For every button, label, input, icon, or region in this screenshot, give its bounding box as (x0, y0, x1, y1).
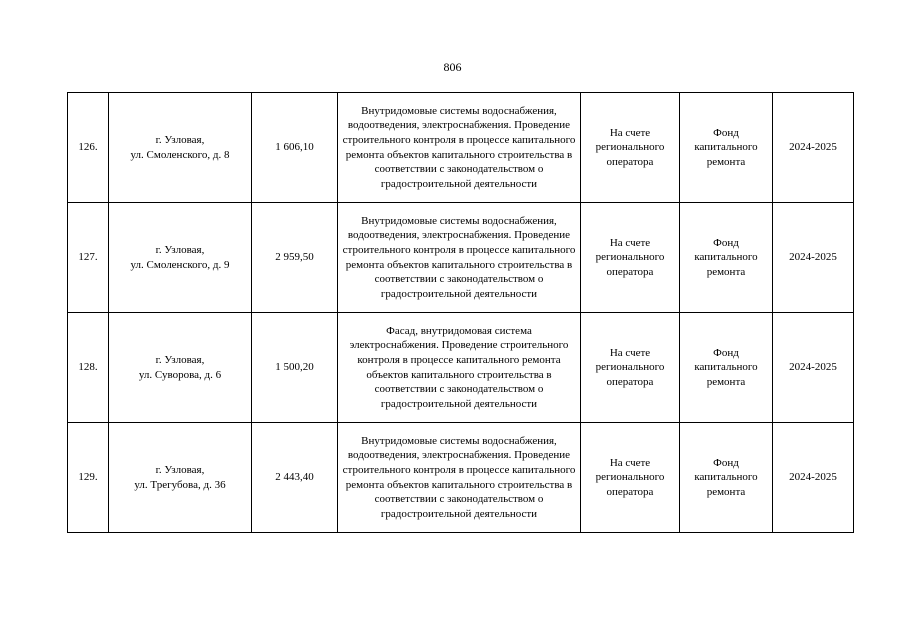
table-row (68, 203, 854, 313)
period-cell: 2024-2025 (773, 93, 854, 203)
repair-works-table (67, 92, 854, 533)
work-description-cell: Фасад, внутридомовая система электроснабжения. Проведение строительного контроля в процессе капитального ремонта объектов капитального строительства в соответствии с законодательством о градостроительной деятельности (338, 313, 581, 423)
period-cell: 2024-2025 (773, 203, 854, 313)
area-cell: 1 500,20 (252, 313, 338, 423)
account-cell: На счете регионального оператора (581, 203, 680, 313)
address-city: г. Узловая, (155, 243, 205, 256)
address-cell (109, 203, 252, 313)
account-cell: На счете регионального оператора (581, 423, 680, 533)
area-cell: 1 606,10 (252, 93, 338, 203)
funding-source-cell: Фонд капитального ремонта (680, 313, 773, 423)
address-city: г. Узловая, (155, 133, 205, 146)
page-number: 806 (443, 60, 462, 74)
address-city: г. Узловая, (155, 353, 205, 366)
area-cell: 2 443,40 (252, 423, 338, 533)
table-row (68, 423, 854, 533)
row-number: 129. (68, 423, 109, 533)
account-cell: На счете регионального оператора (581, 93, 680, 203)
row-number: 128. (68, 313, 109, 423)
address-cell (109, 423, 252, 533)
table-row (68, 93, 854, 203)
address-street: ул. Суворова, д. 6 (138, 368, 222, 381)
address-cell (109, 93, 252, 203)
address-cell (109, 313, 252, 423)
row-number: 126. (68, 93, 109, 203)
address-street: ул. Смоленского, д. 8 (130, 148, 230, 161)
account-cell: На счете регионального оператора (581, 313, 680, 423)
funding-source-cell: Фонд капитального ремонта (680, 423, 773, 533)
work-description-cell: Внутридомовые системы водоснабжения, водоотведения, электроснабжения. Проведение строительного контроля в процессе капитального ремонта объектов капитального строительства в соответствии с законодательством о градостроительной деятельности (338, 423, 581, 533)
work-description-cell: Внутридомовые системы водоснабжения, водоотведения, электроснабжения. Проведение строительного контроля в процессе капитального ремонта объектов капитального строительства в соответствии с законодательством о градостроительной деятельности (338, 203, 581, 313)
address-street: ул. Смоленского, д. 9 (130, 258, 230, 271)
work-description-cell: Внутридомовые системы водоснабжения, водоотведения, электроснабжения. Проведение строительного контроля в процессе капитального ремонта объектов капитального строительства в соответствии с законодательством о градостроительной деятельности (338, 93, 581, 203)
funding-source-cell: Фонд капитального ремонта (680, 203, 773, 313)
table-row (68, 313, 854, 423)
address-city: г. Узловая, (155, 463, 205, 476)
row-number: 127. (68, 203, 109, 313)
area-cell: 2 959,50 (252, 203, 338, 313)
period-cell: 2024-2025 (773, 313, 854, 423)
address-street: ул. Трегубова, д. 36 (134, 478, 226, 491)
funding-source-cell: Фонд капитального ремонта (680, 93, 773, 203)
period-cell: 2024-2025 (773, 423, 854, 533)
